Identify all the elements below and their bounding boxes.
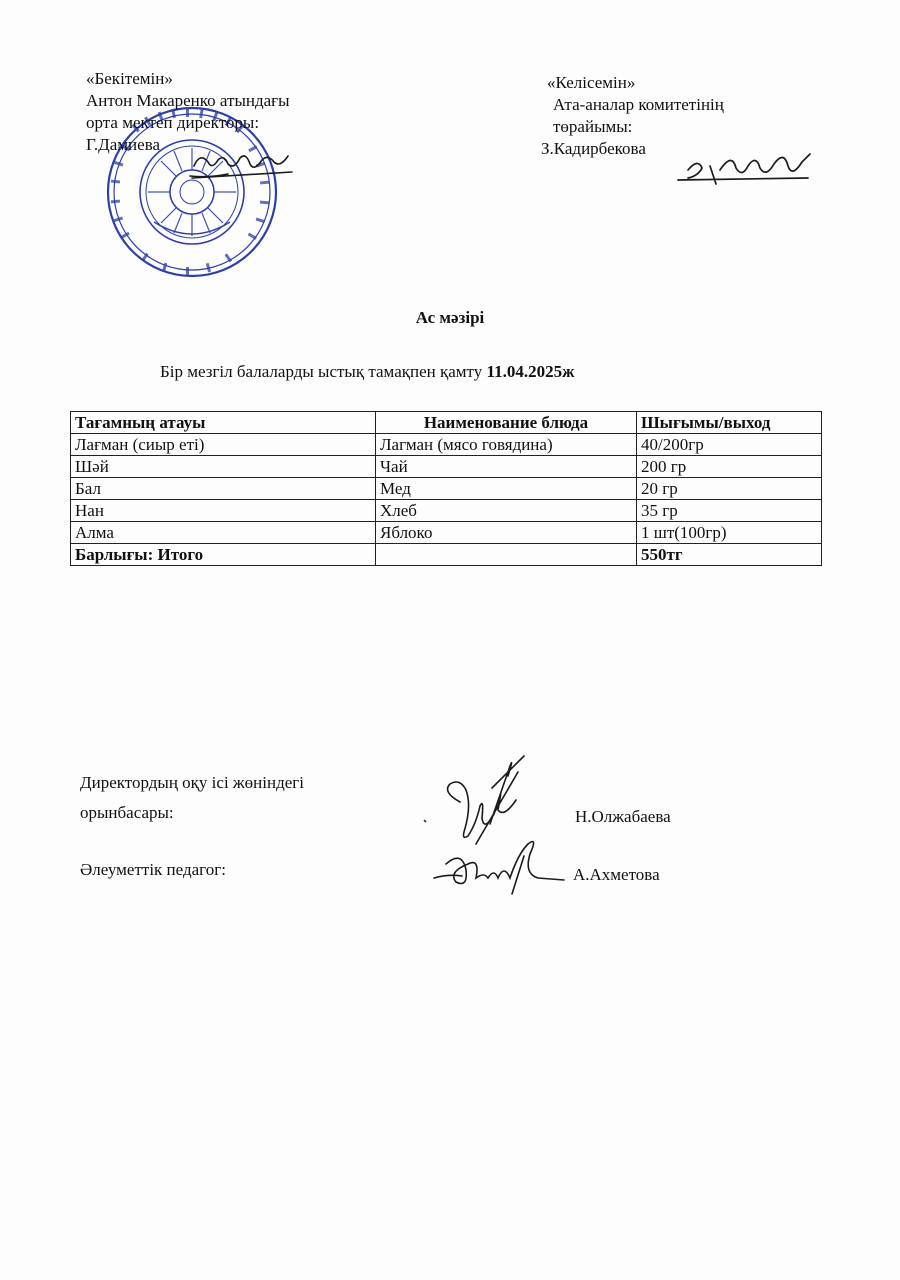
chair-signature [676, 148, 816, 192]
menu-table [70, 411, 822, 566]
social-pedagogue-role: Әлеуметтік педагог: [80, 860, 226, 879]
table-total-row [71, 544, 822, 566]
table-row [71, 522, 822, 544]
deputy-role-line2: орынбасары: [80, 803, 174, 822]
deputy-role-line1: Директордың оқу ісі жөніндегі [80, 773, 304, 792]
chair-role: төрайымы: [553, 117, 633, 136]
social-pedagogue-name: А.Ахметова [573, 865, 660, 884]
total-empty-cell [376, 544, 637, 566]
cell-dish-ru: Хлеб [376, 500, 637, 522]
table-row [71, 434, 822, 456]
header-dish-ru: Наименование блюда [376, 412, 637, 434]
director-name: Г.Дамиева [86, 135, 161, 154]
chair-name: З.Кадирбекова [541, 139, 646, 158]
cell-yield: 35 гр [637, 500, 822, 522]
committee-name: Ата-аналар комитетінің [553, 95, 724, 114]
deputy-name: Н.Олжабаева [575, 807, 671, 826]
approval-block-director [86, 68, 290, 156]
cell-yield: 20 гр [637, 478, 822, 500]
cell-yield: 200 гр [637, 456, 822, 478]
cell-dish-kz: Алма [71, 522, 376, 544]
page-title: Ас мәзірі [415, 308, 485, 327]
total-label: Барлығы: Итого [71, 544, 376, 566]
table-header-row [71, 412, 822, 434]
social-pedagogue-signature [428, 834, 568, 900]
agree-label: «Келісемін» [547, 73, 636, 92]
cell-dish-kz: Бал [71, 478, 376, 500]
table-row [71, 500, 822, 522]
cell-dish-ru: Яблоко [376, 522, 637, 544]
cell-yield: 40/200гр [637, 434, 822, 456]
cell-dish-kz: Лағман (сиыр еті) [71, 434, 376, 456]
director-role: орта мектеп директоры: [86, 113, 260, 132]
approval-block-parents-committee [541, 72, 724, 160]
cell-yield: 1 шт(100гр) [637, 522, 822, 544]
cell-dish-kz: Нан [71, 500, 376, 522]
cell-dish-ru: Лагман (мясо говядина) [376, 434, 637, 456]
table-row [71, 478, 822, 500]
table-row [71, 456, 822, 478]
school-name: Антон Макаренко атындағы [86, 91, 290, 110]
header-dish-kz: Тағамның атауы [71, 412, 376, 434]
total-price: 550тг [637, 544, 822, 566]
director-signature [188, 148, 298, 184]
approve-label: «Бекітемін» [86, 69, 173, 88]
subtitle-text: Бір мезгіл балаларды ыстық тамақпен қамту [160, 362, 487, 381]
cell-dish-ru: Мед [376, 478, 637, 500]
cell-dish-ru: Чай [376, 456, 637, 478]
menu-subtitle [160, 362, 574, 382]
deputy-signature [420, 748, 550, 848]
header-yield: Шығымы/выход [637, 412, 822, 434]
menu-date: 11.04.2025ж [486, 362, 575, 381]
cell-dish-kz: Шәй [71, 456, 376, 478]
